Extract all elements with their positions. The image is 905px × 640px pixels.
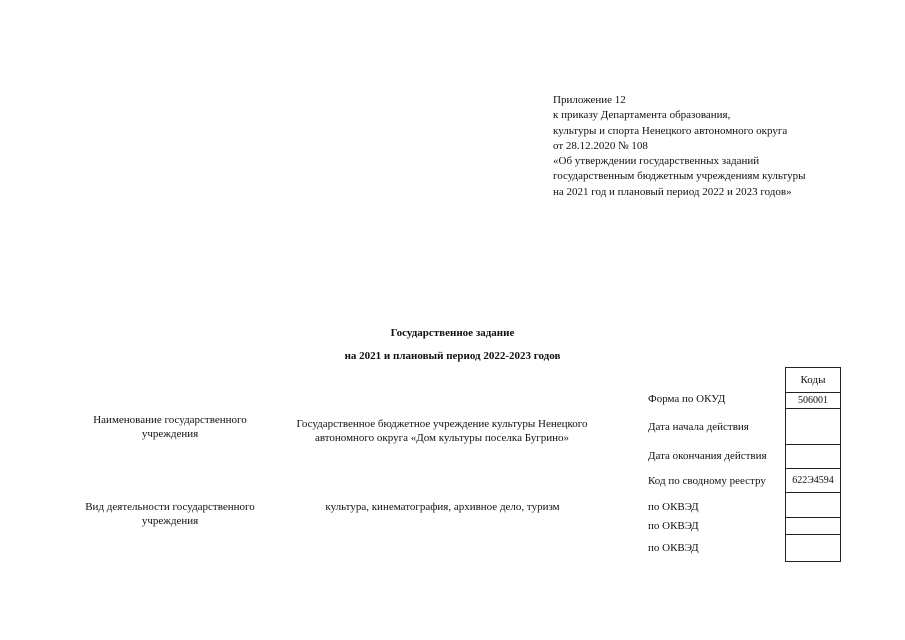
row-label-end-date: Дата окончания действия xyxy=(648,450,767,462)
code-cell-okved-2 xyxy=(785,517,841,535)
institution-label: Наименование государственного учреждения xyxy=(93,414,247,440)
appendix-line: «Об утверждении государственных заданий xyxy=(553,155,760,168)
code-cell-okved-1 xyxy=(785,492,841,518)
activity-label: Вид деятельности государственного учреждения xyxy=(85,501,255,527)
appendix-line: Приложение 12 xyxy=(553,94,626,106)
activity-value: культура, кинематография, архивное дело, туризм xyxy=(325,501,560,513)
row-label-okved-1: по ОКВЭД xyxy=(648,501,699,513)
code-cell-registry: 622Э4594 xyxy=(785,468,841,493)
code-cell-okud: 506001 xyxy=(785,392,841,409)
appendix-line: государственным бюджетным учреждениям культуры xyxy=(553,170,806,183)
code-cell-start-date xyxy=(785,408,841,445)
row-label-start-date: Дата начала действия xyxy=(648,421,749,433)
code-cell-end-date xyxy=(785,444,841,469)
code-cell-okved-3 xyxy=(785,534,841,562)
appendix-line: от 28.12.2020 № 108 xyxy=(553,139,648,152)
row-label-registry: Код по сводному реестру xyxy=(648,475,766,487)
appendix-line: культуры и спорта Ненецкого автономного округа xyxy=(553,124,788,137)
appendix-line: на 2021 год и плановый период 2022 и 2023 годов» xyxy=(553,185,792,198)
appendix-block xyxy=(553,93,805,200)
institution-value: Государственное бюджетное учреждение культуры Ненецкого автономного округа «Дом культуры поселка Бугрино» xyxy=(296,418,588,444)
row-label-okved-2: по ОКВЭД xyxy=(648,520,699,532)
codes-header: Коды xyxy=(785,367,841,393)
row-label-okved-3: по ОКВЭД xyxy=(648,542,699,554)
appendix-line: к приказу Департамента образования, xyxy=(553,109,731,122)
document-title: Государственное задание xyxy=(390,327,515,339)
row-label-okud: Форма по ОКУД xyxy=(648,393,726,405)
document-subtitle: на 2021 и плановый период 2022-2023 годов xyxy=(344,350,561,362)
